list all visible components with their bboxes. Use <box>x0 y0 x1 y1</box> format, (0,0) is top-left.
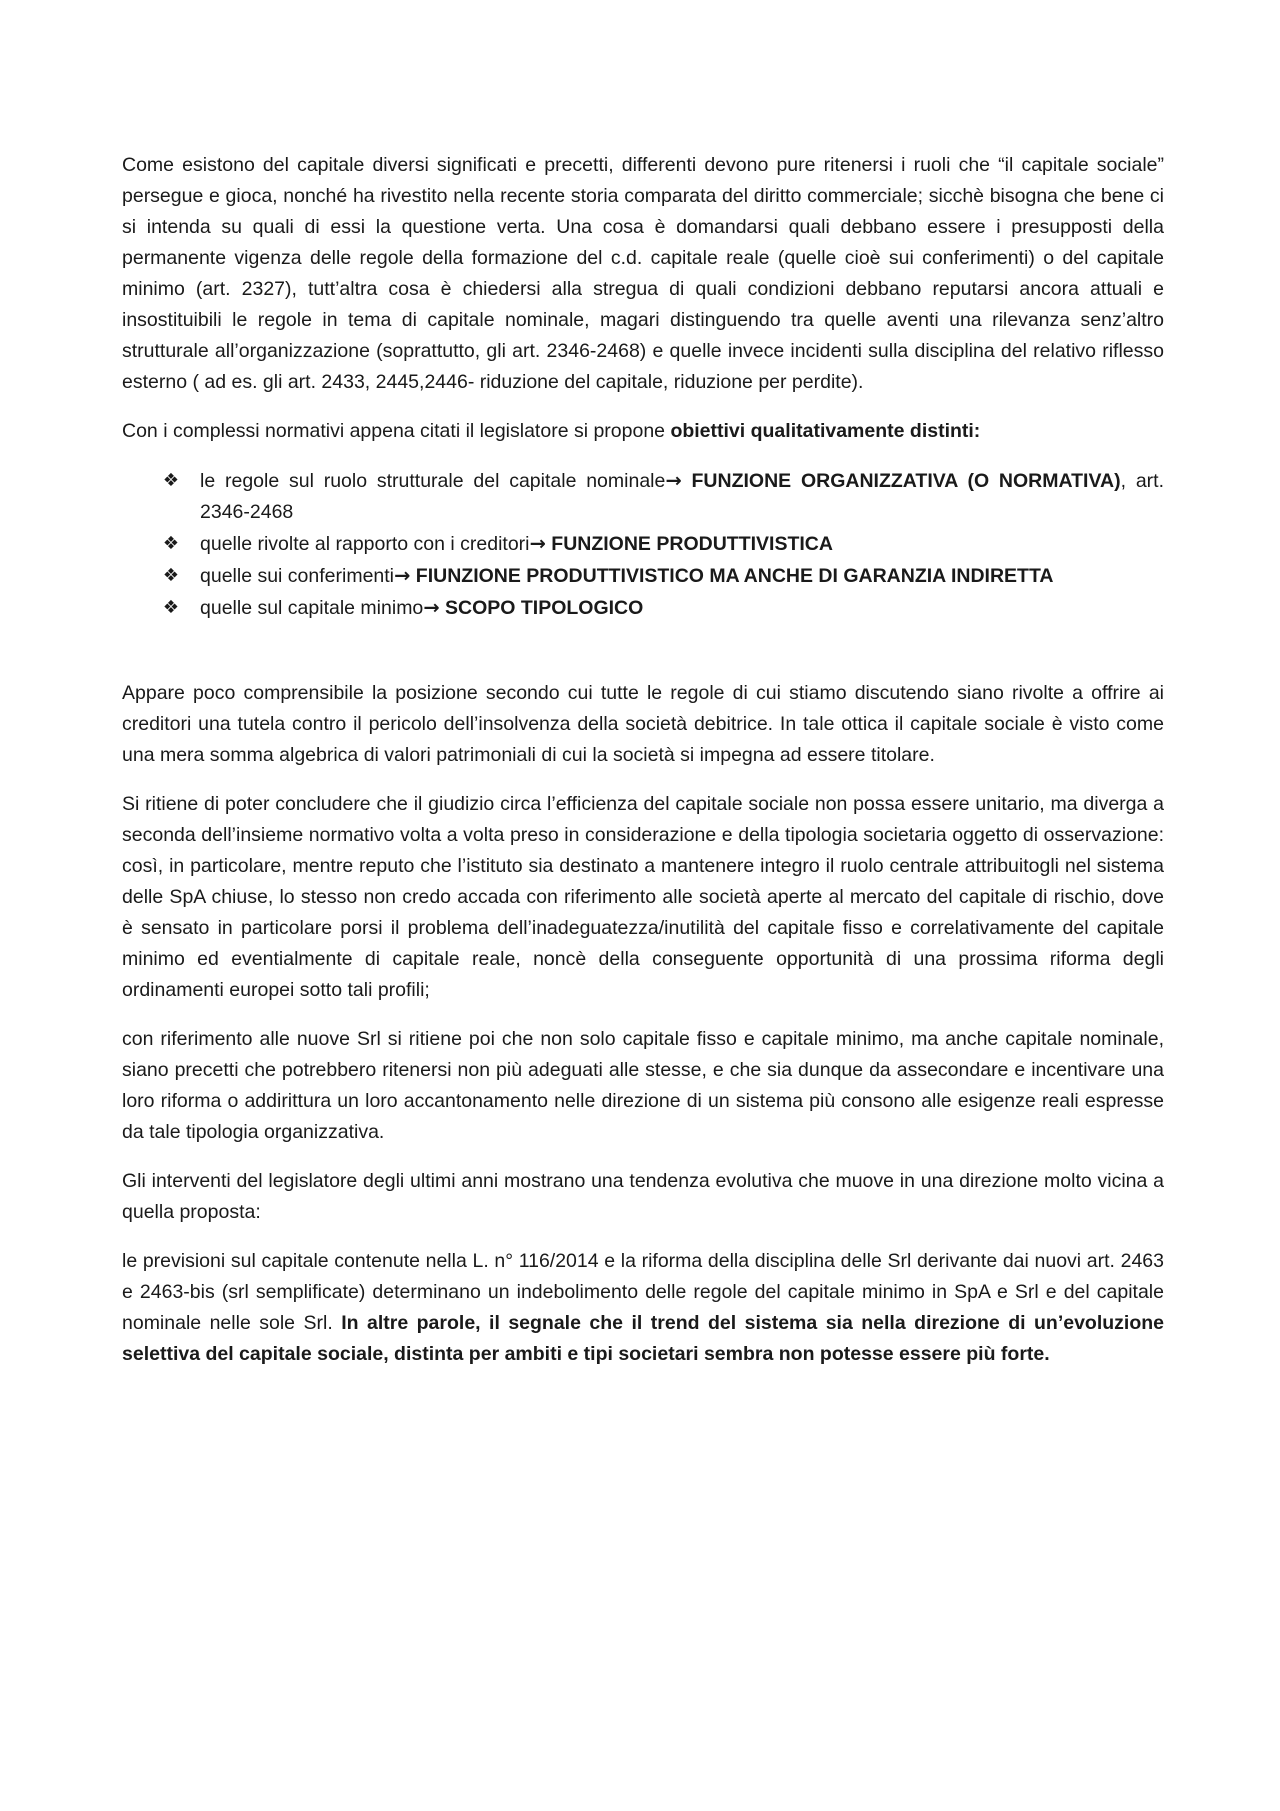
diamond-bullet-icon: ❖ <box>162 470 180 491</box>
diamond-bullet-icon: ❖ <box>162 597 180 618</box>
arrow-right-icon: → <box>665 469 682 492</box>
paragraph-obiettivi <box>122 416 1164 447</box>
arrow-right-icon: → <box>394 564 411 587</box>
bullet-tail-text: , art. 2346-2468 <box>200 470 1165 523</box>
bullet-text: quelle sul capitale minimo <box>200 597 424 619</box>
paragraph-conclusione-bold: In altre parole, il segnale che il trend del sistema sia nella direzione di un’evoluzione selettiva del capitale sociale, distinta per ambiti e tipi societari sembra non potesse essere più forte. <box>122 1312 1165 1365</box>
blank-space <box>122 624 1164 678</box>
paragraph-interventi-legislatore: Gli interventi del legislatore degli ultimi anni mostrano una tendenza evolutiva che muove in una direzione molto vicina a quella proposta: <box>122 1170 1164 1223</box>
bullet-bold-text: FUNZIONE PRODUTTIVISTICA <box>545 533 833 555</box>
bullet-item <box>122 528 1164 560</box>
paragraph-conclusione-text: le previsioni sul capitale contenute nella L. n° 116/2014 e la riforma della disciplina delle Srl derivante dai nuovi art. 2463 e 2463-bis (srl semplificate) determinano un indebolimento delle regole del capitale minimo in SpA e Srl e del capitale nominale nelle sole Srl. <box>122 1250 1164 1334</box>
bullet-text: le regole sul ruolo strutturale del capitale nominale <box>200 470 666 492</box>
paragraph-obiettivi-bold: obiettivi qualitativamente distinti: <box>670 420 981 442</box>
bullet-item <box>122 465 1164 528</box>
paragraph-efficienza-capitale: Si ritiene di poter concludere che il giudizio circa l’efficienza del capitale sociale non possa essere unitario, ma diverga a seconda dell’insieme normativo volta a volta preso in considerazione e della tipologia societaria oggetto di osservazione: così, in particolare, mentre reputo che l’istituto sia destinato a mantenere integro il ruolo centrale attribuitogli nel sistema delle SpA chiuse, lo stesso non credo accada con riferimento alle società aperte al mercato del capitale di rischio, dove è sensato in particolare porsi il problema dell’inadeguatezza/inutilità del capitale fisso e correlativamente del capitale minimo ed eventialmente di capitale reale, noncè della conseguente opportunità di una prossima riforma degli ordinamenti europei sotto tali profili; <box>122 793 1164 1001</box>
paragraph-tutela-creditori: Appare poco comprensibile la posizione secondo cui tutte le regole di cui stiamo discutendo siano rivolte a offrire ai creditori una tutela contro il pericolo dell’insolvenza della società debitrice. In tale ottica il capitale sociale è visto come una mera somma algebrica di valori patrimoniali di cui la società si impegna ad essere titolare. <box>122 682 1164 766</box>
arrow-right-icon: → <box>529 532 546 555</box>
diamond-bullet-icon: ❖ <box>162 565 180 586</box>
document-page <box>122 150 1164 1388</box>
bullet-item <box>122 592 1164 624</box>
bullet-text: quelle sui conferimenti <box>200 565 395 587</box>
bullet-item <box>122 560 1164 592</box>
bullet-bold-text: FUNZIONE ORGANIZZATIVA (O NORMATIVA) <box>681 470 1121 492</box>
bullet-bold-text: FIUNZIONE PRODUTTIVISTICO MA ANCHE DI GARANZIA INDIRETTA <box>410 565 1054 587</box>
arrow-right-icon: → <box>423 596 440 619</box>
paragraph-nuove-srl: con riferimento alle nuove Srl si ritiene poi che non solo capitale fisso e capitale minimo, ma anche capitale nominale, siano precetti che potrebbero ritenersi non più adeguati alle stesse, e che sia dunque da assecondare e incentivare una loro riforma o addirittura un loro accantonamento nelle direzione di un sistema più consono alle esigenze reali espresse da tale tipologia organizzativa. <box>122 1028 1164 1143</box>
paragraph-conclusione <box>122 1246 1164 1370</box>
paragraph-obiettivi-text: Con i complessi normativi appena citati il legislatore si propone <box>122 420 671 442</box>
paragraph-capitale-significati: Come esistono del capitale diversi significati e precetti, differenti devono pure ritenersi i ruoli che “il capitale sociale” persegue e gioca, nonché ha rivestito nella recente storia comparata del diritto commerciale; sicchè bisogna che bene ci si intenda su quali di essi la questione verta. Una cosa è domandarsi quali debbano essere i presupposti della permanente vigenza delle regole della formazione del c.d. capitale reale (quelle cioè sui conferimenti) o del capitale minimo (art. 2327), tutt’altra cosa è chiedersi alla stregua di quali condizioni debbano reputarsi ancora attuali e insostituibili le regole in tema di capitale nominale, magari distinguendo tra quelle aventi una rilevanza senz’altro strutturale all’organizzazione (soprattutto, gli art. 2346-2468) e quelle invece incidenti sulla disciplina del relativo riflesso esterno ( ad es. gli art. 2433, 2445,2446- riduzione del capitale, riduzione per perdite). <box>122 154 1164 393</box>
bullet-text: quelle rivolte al rapporto con i creditori <box>200 533 530 555</box>
bullet-list-funzioni <box>122 465 1164 624</box>
bullet-bold-text: SCOPO TIPOLOGICO <box>439 597 644 619</box>
diamond-bullet-icon: ❖ <box>162 533 180 554</box>
